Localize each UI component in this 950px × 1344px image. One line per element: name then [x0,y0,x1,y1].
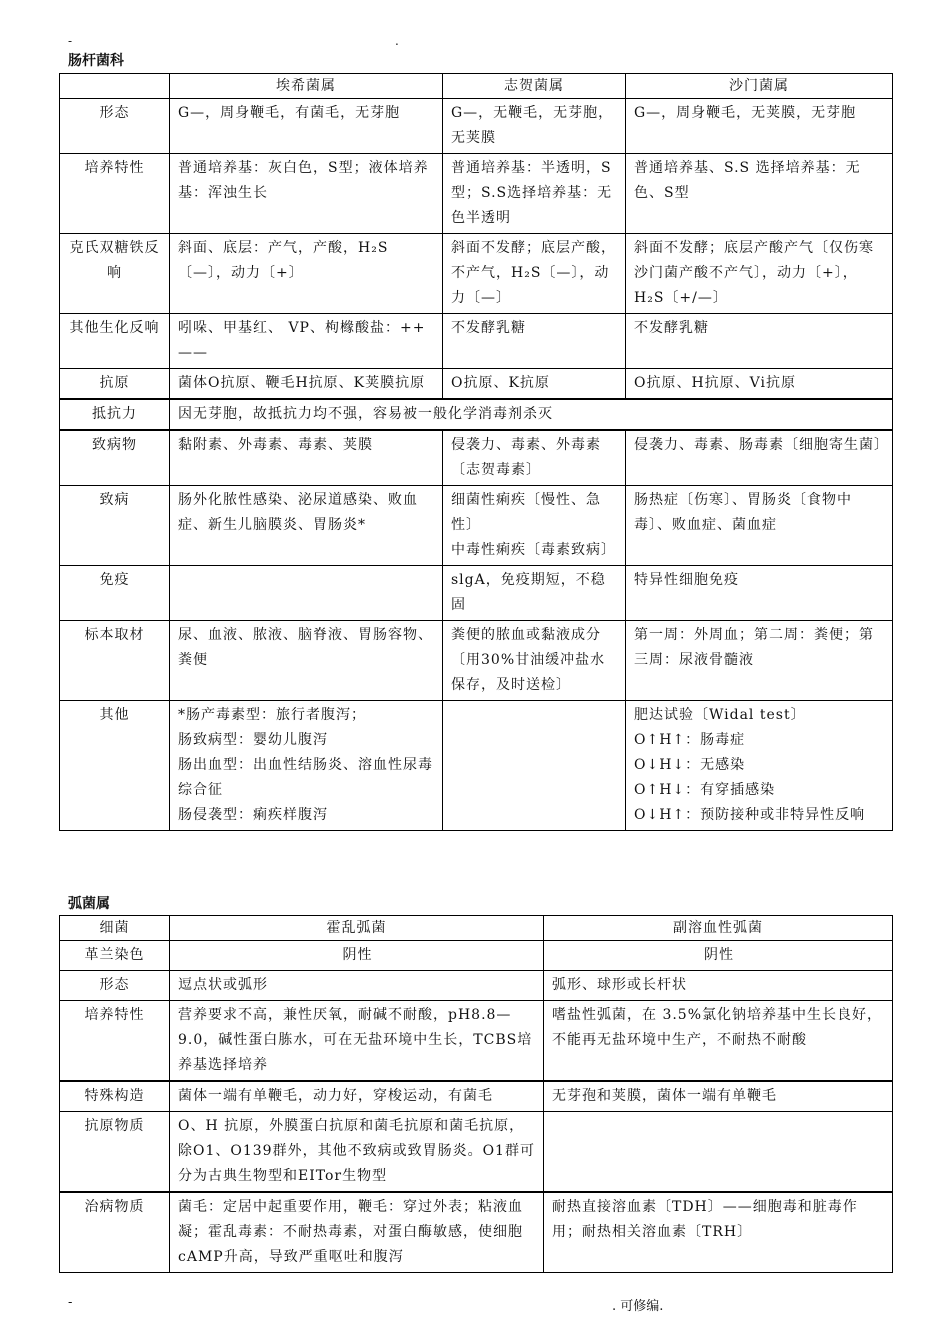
row-label: 治病物质 [60,1192,170,1273]
table-cell: 普通培养基：半透明，S型；S.S选择培养基：无色半透明 [443,154,626,234]
table-row [60,941,893,971]
table-row [60,971,893,1001]
table-cell: 吲哚、甲基红、 VP、枸橼酸盐：++—— [170,314,443,369]
row-label: 革兰染色 [60,941,170,971]
cell-line: O↑H↓：有穿插感染 [634,782,776,798]
table-row [60,234,893,314]
table-cell: 肠外化脓性感染、泌尿道感染、败血症、新生儿脑膜炎、胃肠炎* [170,486,443,566]
table-cell [170,566,443,621]
row-label: 其他生化反响 [60,314,170,369]
table-header-row [60,916,893,941]
table-cell [626,701,893,831]
cell-line: 肠侵袭型：痢疾样腹泻 [178,807,328,823]
table-cell: 粪便的脓血或黏液成分〔用30%甘油缓冲盐水保存，及时送检〕 [443,621,626,701]
column-header: 志贺菌属 [443,74,626,99]
table-row [60,399,893,430]
table-cell: 侵袭力、毒素、外毒素〔志贺毒素〕 [443,430,626,486]
table-cell: 营养要求不高，兼性厌氧，耐碱不耐酸，pH8.8—9.0，碱性蛋白胨水，可在无盐环境中生长，TCBS培养基选择培养 [170,1001,544,1082]
row-label: 致病 [60,486,170,566]
table-row [60,314,893,369]
table-cell [443,486,626,566]
table-cell: 侵袭力、毒素、肠毒素〔细胞寄生菌〕 [626,430,893,486]
table-cell: 第一周：外周血；第二周：粪便；第三周：尿液骨髓液 [626,621,893,701]
table-cell [443,701,626,831]
cell-line: 肠出血型：出血性结肠炎、溶血性尿毒综合征 [178,757,433,798]
table-cell: O、H 抗原，外膜蛋白抗原和菌毛抗原和菌毛抗原，除O1、O139群外，其他不致病或致胃肠炎。O1群可分为古典生物型和EITor生物型 [170,1112,544,1193]
section2-title: 弧菌属 [68,896,110,912]
row-label: 克氏双糖铁反响 [60,234,170,314]
table-cell: 弧形、球形或长杆状 [544,971,893,1001]
row-label: 抗原 [60,369,170,400]
column-header: 沙门菌属 [626,74,893,99]
table-cell: 普通培养基、S.S 选择培养基：无色、S型 [626,154,893,234]
column-header: 副溶血性弧菌 [544,916,893,941]
cell-line: O↑H↑：肠毒症 [634,732,746,748]
table-cell: 嗜盐性弧菌，在 3.5%氯化钠培养基中生长良好，不能再无盐环境中生产，不耐热不耐酸 [544,1001,893,1082]
table-cell: 斜面、底层：产气，产酸，H₂S〔—〕，动力〔+〕 [170,234,443,314]
cell-line: O↓H↑：预防接种或非特异性反响 [634,807,866,823]
header-right-mark: . [395,34,399,48]
table-row [60,430,893,486]
table-cell: O抗原、K抗原 [443,369,626,400]
table-row [60,99,893,154]
table-cell: 逗点状或弧形 [170,971,544,1001]
table-row [60,486,893,566]
table-row [60,701,893,831]
row-label: 抵抗力 [60,399,170,430]
table-cell: slgA，免疫期短，不稳固 [443,566,626,621]
cell-line: 细菌性痢疾〔慢性、急性〕 [451,492,601,533]
table-row [60,1112,893,1193]
table-cell: 无芽孢和荚膜，菌体一端有单鞭毛 [544,1081,893,1112]
table-row [60,1001,893,1082]
table-cell: 斜面不发酵；底层产酸，不产气，H₂S〔—〕，动力〔—〕 [443,234,626,314]
table-cell: 肠热症〔伤寒〕、胃肠炎〔食物中毒〕、败血症、菌血症 [626,486,893,566]
table-cell: 菌毛：定居中起重要作用，鞭毛：穿过外表；粘液血凝；霍乱毒素：不耐热毒素，对蛋白酶敏感，使细胞cAMP升高，导致严重呕吐和腹泻 [170,1192,544,1273]
table-cell: 不发酵乳糖 [443,314,626,369]
table-row [60,621,893,701]
table-cell: 耐热直接溶血素〔TDH〕——细胞毒和脏毒作用；耐热相关溶血素〔TRH〕 [544,1192,893,1273]
footer-left-mark: - [68,1295,73,1310]
footer-right-text: . 可修编. [612,1299,664,1314]
cell-line: 肠致病型：婴幼儿腹泻 [178,732,328,748]
cell-line: 中毒性痢疾〔毒素致病〕 [451,542,616,558]
column-header: 霍乱弧菌 [170,916,544,941]
vibrio-table [59,915,893,1273]
section1-title: 肠杆菌科 [68,53,124,69]
row-label: 标本取材 [60,621,170,701]
row-label: 免疫 [60,566,170,621]
table-cell: G—，周身鞭毛，无荚膜，无芽胞 [626,99,893,154]
table-row [60,369,893,400]
cell-line: O↓H↓：无感染 [634,757,746,773]
table-cell: 不发酵乳糖 [626,314,893,369]
row-label: 致病物 [60,430,170,486]
row-label: 培养特性 [60,1001,170,1082]
cell-line: 肥达试验〔Widal test〕 [634,707,806,723]
cell-line: *肠产毒素型：旅行者腹泻； [178,707,366,723]
table-header-row [60,74,893,99]
table-row [60,566,893,621]
table-cell: 斜面不发酵；底层产酸产气〔仅伤寒沙门菌产酸不产气〕，动力〔+〕，H₂S〔+/—〕 [626,234,893,314]
column-header: 埃希菌属 [170,74,443,99]
column-header: 细菌 [60,916,170,941]
table-cell: O抗原、H抗原、Vi抗原 [626,369,893,400]
row-label: 其他 [60,701,170,831]
table-cell [544,1112,893,1193]
table-cell: 阴性 [544,941,893,971]
enterobacteriaceae-table [59,73,893,831]
table-cell: 黏附素、外毒素、毒素、荚膜 [170,430,443,486]
table-cell [170,701,443,831]
table-cell: 菌体O抗原、鞭毛H抗原、K荚膜抗原 [170,369,443,400]
table-cell: 尿、血液、脓液、脑脊液、胃肠容物、粪便 [170,621,443,701]
table-cell: 普通培养基：灰白色，S型；液体培养基：浑浊生长 [170,154,443,234]
table-cell: 特异性细胞免疫 [626,566,893,621]
row-label: 抗原物质 [60,1112,170,1193]
header-left-mark: - [68,34,73,48]
table-row [60,1081,893,1112]
row-label: 特殊构造 [60,1081,170,1112]
table-cell: 菌体一端有单鞭毛，动力好，穿梭运动，有菌毛 [170,1081,544,1112]
table-cell: G—，周身鞭毛，有菌毛，无芽胞 [170,99,443,154]
row-label: 形态 [60,99,170,154]
row-label: 培养特性 [60,154,170,234]
table-row [60,1192,893,1273]
column-header [60,74,170,99]
table-cell: 阴性 [170,941,544,971]
table-row [60,154,893,234]
table-cell-merged: 因无芽胞，故抵抗力均不强，容易被一般化学消毒剂杀灭 [170,399,893,430]
row-label: 形态 [60,971,170,1001]
table-cell: G—，无鞭毛，无芽胞，无荚膜 [443,99,626,154]
